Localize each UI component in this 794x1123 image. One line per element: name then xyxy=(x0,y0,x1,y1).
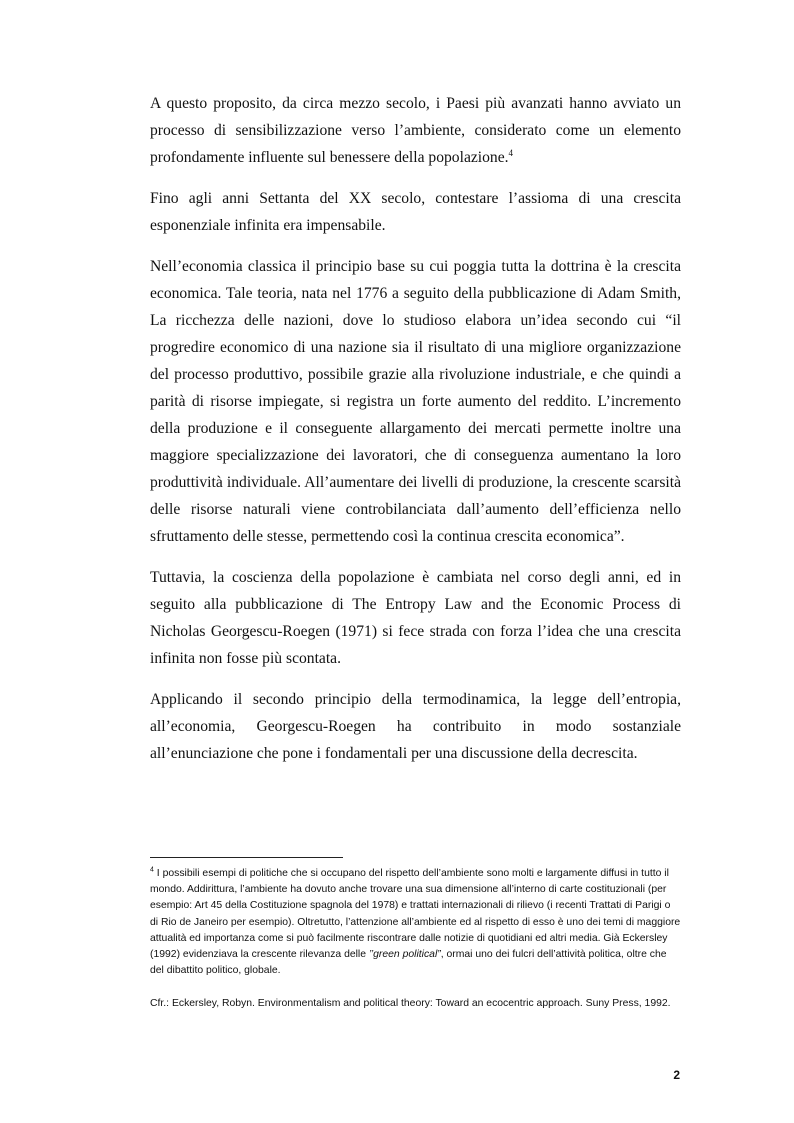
paragraph-2: Fino agli anni Settanta del XX secolo, contestare l’assioma di una crescita esponenziale infinita era impensabile. xyxy=(150,190,681,234)
paragraph-3: Nell’economia classica il principio base su cui poggia tutta la dottrina è la crescita economica. Tale teoria, nata nel 1776 a seguito della pubblicazione di Adam Smith, La ricchezza delle nazioni, dove lo studioso elabora un’idea secondo cui “il progredire economico di una nazione sia il risultato di una migliore organizzazione del processo produttivo, possibile grazie alla rivoluzione industriale, e che quindi a parità di risorse impiegate, si registra un forte aumento del reddito. L’incremento della produzione e il conseguente allargamento dei mercati permette inoltre una maggiore specializzazione dei lavoratori, che di conseguenza aumentano la loro produttività individuale. All’aumentare dei livelli di produzione, la crescente scarsità delle risorse naturali viene controbilanciata dall’aumento dell’efficienza nello sfruttamento delle stesse, permettendo così la continua crescita economica”. xyxy=(150,258,681,545)
paragraph-1-text: A questo proposito, da circa mezzo secolo, i Paesi più avanzati hanno avviato un processo di sensibilizzazione verso l’ambiente, considerato come un elemento profondamente influente sul benessere della popolazione. xyxy=(150,95,681,166)
footnote-separator xyxy=(150,857,343,858)
footnote-text-part-1: I possibili esempi di politiche che si occupano del rispetto dell’ambiente sono molti e largamente diffusi in tutto il mondo. Addirittura, l’ambiente ha dovuto anche trovare una sua dimensione all’interno di carte costituzionali (per esempio: Art 45 della Costituzione spagnola del 1978) e trattati internazionali di rilievo (i recenti Trattati di Parigi o di Rio de Janeiro per esempio). Oltretutto, l’attenzione all’ambiente ed al rispetto di esso è uno dei temi di maggiore attualità ed importanza come si può facilmente riscontrare dalle notizie di quotidiani ed altri media. Già Eckersley (1992) evidenziava la crescente rilevanza delle xyxy=(150,868,681,961)
footnote-italic-term: ’’green political” xyxy=(368,949,441,961)
page-number: 2 xyxy=(673,1068,680,1082)
footnote-text-part-2: , ormai uno dei fulcri dell’attività politica, oltre che del dibattito politico, globale. xyxy=(150,949,667,977)
footnote xyxy=(150,866,681,979)
footnote-citation: Cfr.: Eckersley, Robyn. Environmentalism and political theory: Toward an ecocentric approach. Suny Press, 1992. xyxy=(150,998,671,1009)
paragraph-5: Applicando il secondo principio della termodinamica, la legge dell’entropia, all’economia, Georgescu-Roegen ha contribuito in modo sostanziale all’enunciazione che pone i fondamentali per una discussione della decrescita. xyxy=(150,691,681,762)
footnote-number: 4 xyxy=(150,866,154,874)
paragraph-1 xyxy=(150,90,681,171)
paragraph-4: Tuttavia, la coscienza della popolazione è cambiata nel corso degli anni, ed in seguito alla pubblicazione di The Entropy Law and the Economic Process di Nicholas Georgescu-Roegen (1971) si fece strada con forza l’idea che una crescita infinita non fosse più scontata. xyxy=(150,569,681,667)
footnote-reference[interactable]: 4 xyxy=(508,147,514,158)
